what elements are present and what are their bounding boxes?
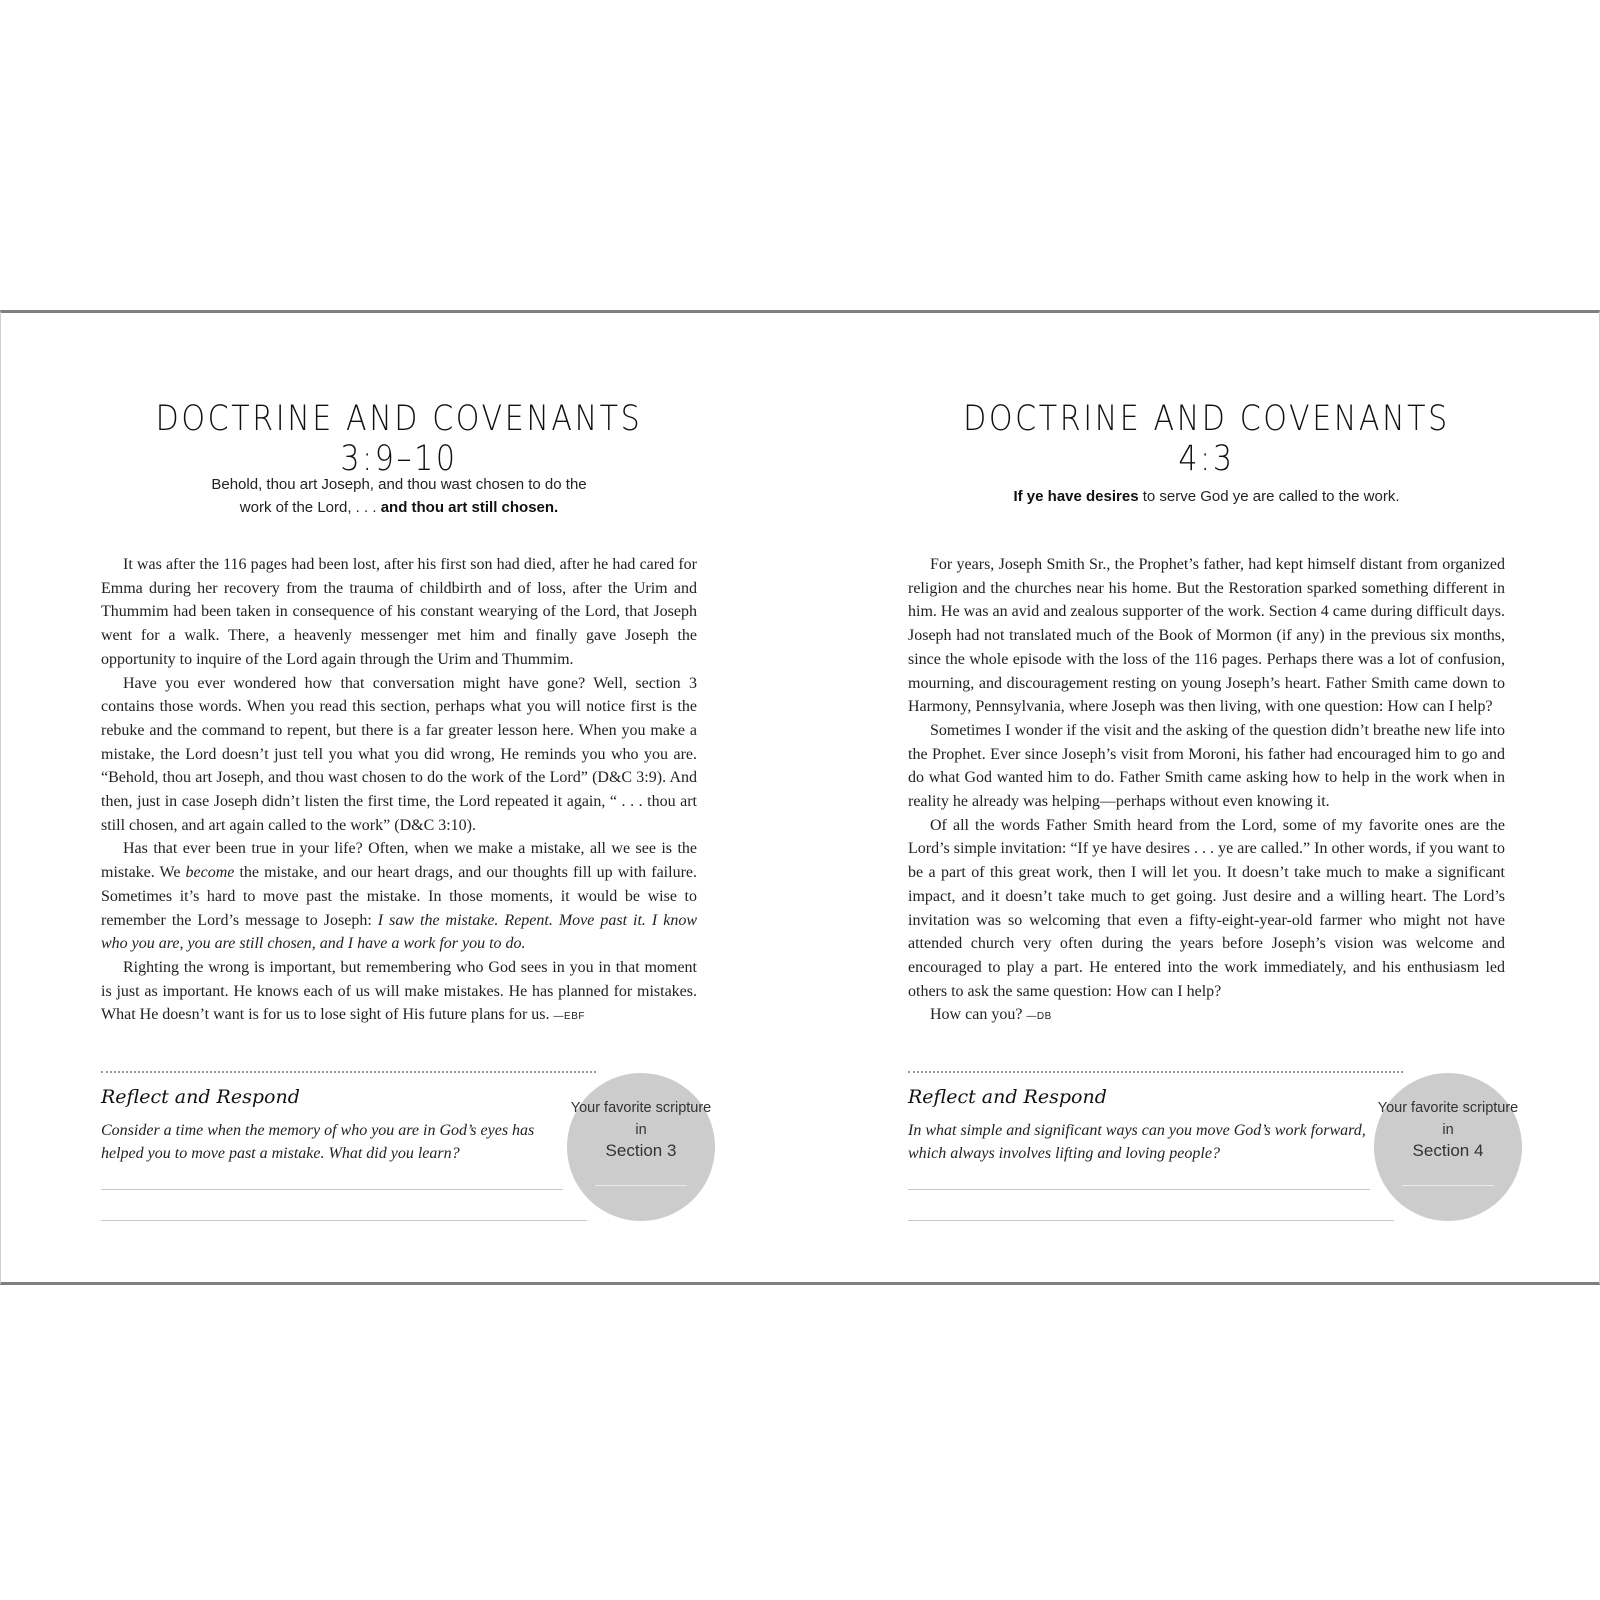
paragraph: For years, Joseph Smith Sr., the Prophet’s father, had kept himself distant from organized religion and the churches near his home. But the Restoration sparked something different in him. He was an avid and zealous supporter of the work. Section 4 came during difficult days. Joseph had not translated much of the Book of Mormon (if any) in the previous six months, since the whole episode with the loss of the 116 pages. Perhaps there was a lot of confusion, mourning, and discouragement resting on young Joseph’s heart. Father Smith came down to Harmony, Pennsylvania, where Joseph was then living, with one question: How can I help? <box>908 556 1505 716</box>
paragraph <box>101 956 697 1029</box>
article-body <box>908 553 1505 1029</box>
emphasis-text: I saw the mistake. Repent. Move past it. I know who you are, you are still chosen, and I have a work for you to do. <box>101 911 698 953</box>
reflect-question: Consider a time when the memory of who you are in God’s eyes has helped you to move past a mistake. What did you learn? <box>101 1122 535 1162</box>
answer-line <box>101 1189 563 1190</box>
reflect-heading: Reflect and Respond <box>101 1086 300 1108</box>
paragraph <box>908 1003 1505 1029</box>
paragraph <box>101 837 697 956</box>
answer-line <box>908 1220 1394 1221</box>
verse-line-1: Behold, thou art Joseph, and thou wast chosen to do the <box>211 476 587 493</box>
verse-emphasis: and thou art still chosen. <box>380 499 559 516</box>
verse-emphasis: If ye have desires <box>1013 488 1139 505</box>
paragraph: It was after the 116 pages had been lost, after his first son had died, after he had cared for Emma during her recovery from the trauma of childbirth and of loss, after the Urim and Thummim had been taken in consequence of his constant wearying of the Lord, that Joseph went for a walk. There, a heavenly messenger met him and finally gave Joseph the opportunity to inquire of the Lord again through the Urim and Thummim. <box>101 556 697 668</box>
paragraph: Have you ever wondered how that conversation might have gone? Well, section 3 contains those words. When you read this section, perhaps what you will notice first is the rebuke and the command to repent, but there is a far greater lesson here. When you make a mistake, the Lord doesn’t just tell you what you did wrong, He reminds you who you are. “Behold, thou art Joseph, and thou wast chosen to do the work of the Lord” (D&C 3:9). And then, just in case Joseph didn’t listen the first time, the Lord repeated it again, “ . . . thou art still chosen, and art again called to the work” (D&C 3:10). <box>101 674 697 834</box>
favorite-scripture-badge <box>1374 1073 1522 1221</box>
emphasis-text: become <box>185 864 235 882</box>
dotted-divider <box>908 1071 1403 1073</box>
paragraph-text: the mistake, and our heart drags, and our thoughts fill up with failure. Sometimes it’s hard to move past the mistake. In those moments, it would be wise to remember the Lord’s message to Joseph: <box>101 864 697 929</box>
paragraph: Sometimes I wonder if the visit and the asking of the question didn’t breathe new life into the Prophet. Ever since Joseph’s visit from Moroni, his father had encouraged him to go and do what God wanted him to do. Father Smith came asking how to help in the work when in reality he already was helping—perhaps without even knowing it. <box>908 721 1505 811</box>
book-spread <box>0 310 1600 1285</box>
favorite-scripture-badge <box>567 1073 715 1221</box>
scripture-verse <box>101 473 697 519</box>
author-initials: —EBF <box>553 1011 585 1023</box>
page-title: DOCTRINE AND COVENANTS 3:9–10 <box>155 399 643 479</box>
verse-line-2 <box>101 496 697 519</box>
reflect-heading: Reflect and Respond <box>908 1086 1107 1108</box>
badge-answer-line <box>595 1185 687 1186</box>
author-initials: —DB <box>1026 1011 1052 1023</box>
paragraph-text: Righting the wrong is important, but remembering who God sees in you in that moment is just as important. He knows each of us will make mistakes. He has planned for mistakes. What He doesn’t want is for us to lose sight of His future plans for us. <box>101 958 697 1024</box>
badge-section: Section 3 <box>605 1141 677 1160</box>
badge-answer-line <box>1402 1185 1494 1186</box>
article-body <box>101 553 697 1029</box>
scripture-verse <box>908 485 1505 508</box>
page-title: DOCTRINE AND COVENANTS 4:3 <box>963 399 1450 479</box>
badge-text: Your favorite scripture in <box>570 1100 712 1138</box>
dotted-divider <box>101 1071 596 1073</box>
verse-plain: to serve God ye are called to the work. <box>1138 488 1400 505</box>
answer-line <box>101 1220 587 1221</box>
paragraph-text: How can you? <box>930 1006 1027 1024</box>
reflect-question: In what simple and significant ways can you move God’s work forward, which always involves lifting and loving people? <box>908 1122 1366 1162</box>
paragraph-text: Has that ever been true in your life? Often, when we make a mistake, all we see is the mistake. We <box>101 840 697 882</box>
answer-line <box>908 1189 1370 1190</box>
verse-plain: work of the Lord, . . . <box>239 499 381 516</box>
paragraph: Of all the words Father Smith heard from the Lord, some of my favorite ones are the Lord’s simple invitation: “If ye have desires . . . ye are called.” In other words, if you want to be a part of this great work, then I will let you. It doesn’t take much to make a significant impact, and it doesn’t take much to get going. Just desire and a willing heart. The Lord’s invitation was so welcoming that even a fifty-eight-year-old farmer who might not have attended church very often during the years before Joseph’s vision was welcome and encouraged to play a part. He entered into the work immediately, and his enthusiasm led others to ask the same question: How can I help? <box>908 816 1505 1000</box>
verse-line <box>908 485 1505 508</box>
badge-text: Your favorite scripture in <box>1377 1100 1519 1138</box>
badge-section: Section 4 <box>1412 1141 1484 1160</box>
